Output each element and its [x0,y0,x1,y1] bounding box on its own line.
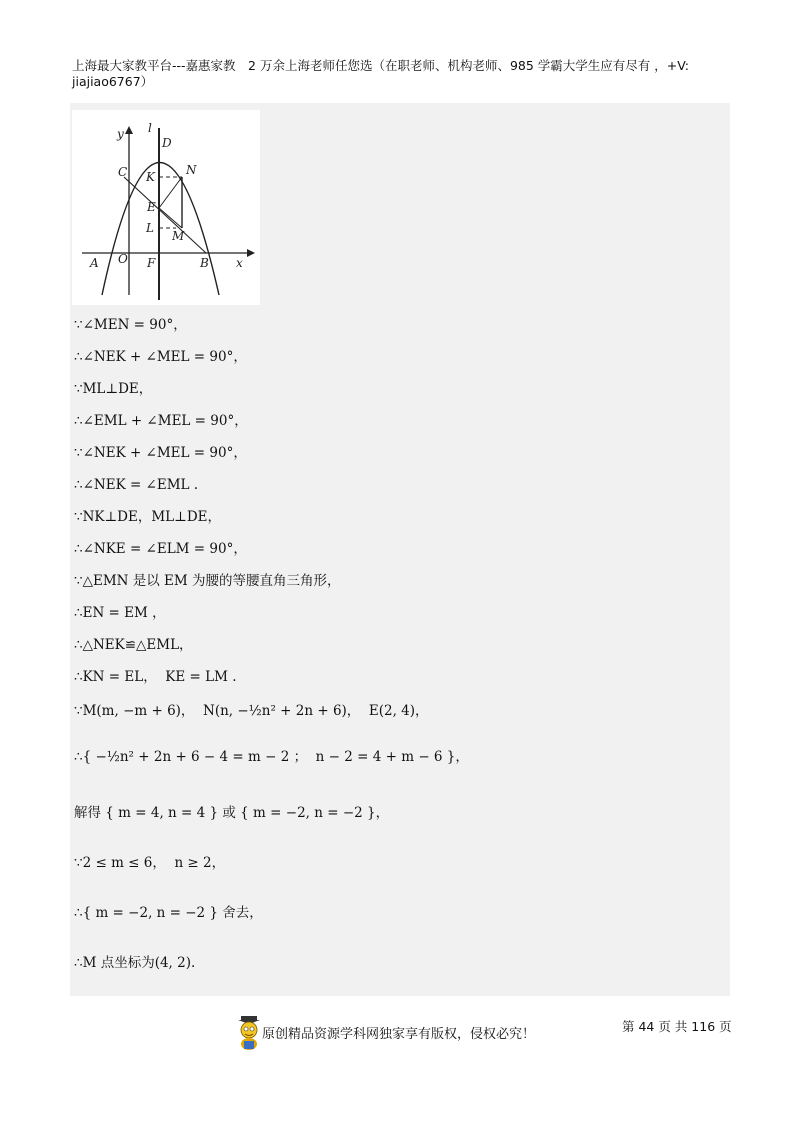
label-N: N [186,163,197,177]
line-15: 解得 { m = 4, n = 4 } 或 { m = −2, n = −2 }， [74,805,390,821]
label-F: F [147,256,156,270]
label-D: D [162,136,172,150]
x-axis-arrow [247,249,255,257]
line-17: ∴{ m = −2, n = −2 } 舍去， [74,905,263,921]
geometry-figure [72,110,260,305]
segment-CB [124,177,206,253]
line-2: ∴∠NEK + ∠MEL = 90°， [74,349,247,365]
page-number: 第 44 页 共 116 页 [622,1019,732,1034]
label-l: l [148,121,152,135]
line-7: ∵NK⊥DE，ML⊥DE， [74,509,222,525]
label-K: K [146,170,155,184]
line-9: ∵△EMN 是以 EM 为腰的等腰直角三角形， [74,573,341,589]
label-C: C [118,165,128,179]
line-6: ∴∠NEK = ∠EML . [74,477,199,493]
line-10: ∴EN = EM ， [74,605,166,621]
label-M: M [172,229,185,243]
parabola-diagram [72,110,260,305]
line-13: ∵M(m, −m + 6)， N(n, −½n² + 2n + 6)， E(2, 4)， [74,703,429,719]
label-x: x [236,256,243,270]
solution-lines [74,309,724,973]
segment-EN [159,177,182,208]
parabola-curve [102,163,219,296]
mascot-icon [235,1015,263,1051]
label-L: L [146,221,154,235]
label-O: O [118,252,128,266]
line-14: ∴{ −½n² + 2n + 6 − 4 = m − 2 ； n − 2 = 4 + m − 6 }， [74,749,469,765]
line-12: ∴KN = EL， KE = LM . [74,669,237,685]
label-B: B [200,256,209,270]
line-4: ∴∠EML + ∠MEL = 90°， [74,413,248,429]
header-banner: 上海最大家教平台---嘉惠家教 2 万余上海老师任您选（在职老师、机构老师、985 学霸大学生应有尽有 ，+V: jiajiao6767） [72,58,689,89]
copyright-note: 原创精品资源学科网独家享有版权，侵权必究！ [262,1027,536,1042]
line-5: ∵∠NEK + ∠MEL = 90°， [74,445,247,461]
line-16: ∵2 ≤ m ≤ 6， n ≥ 2， [74,855,226,871]
line-3: ∵ML⊥DE， [74,381,153,397]
line-18: ∴M 点坐标为(4, 2). [74,955,196,971]
y-axis-arrow [125,126,133,134]
line-11: ∴△NEK≌△EML， [74,637,193,653]
label-E: E [147,200,156,214]
solution-panel [70,103,730,996]
segment-EM [159,208,182,228]
label-A: A [90,256,99,270]
label-y: y [117,127,124,141]
line-8: ∴∠NKE = ∠ELM = 90°， [74,541,247,557]
line-1: ∵∠MEN = 90°， [74,317,187,333]
